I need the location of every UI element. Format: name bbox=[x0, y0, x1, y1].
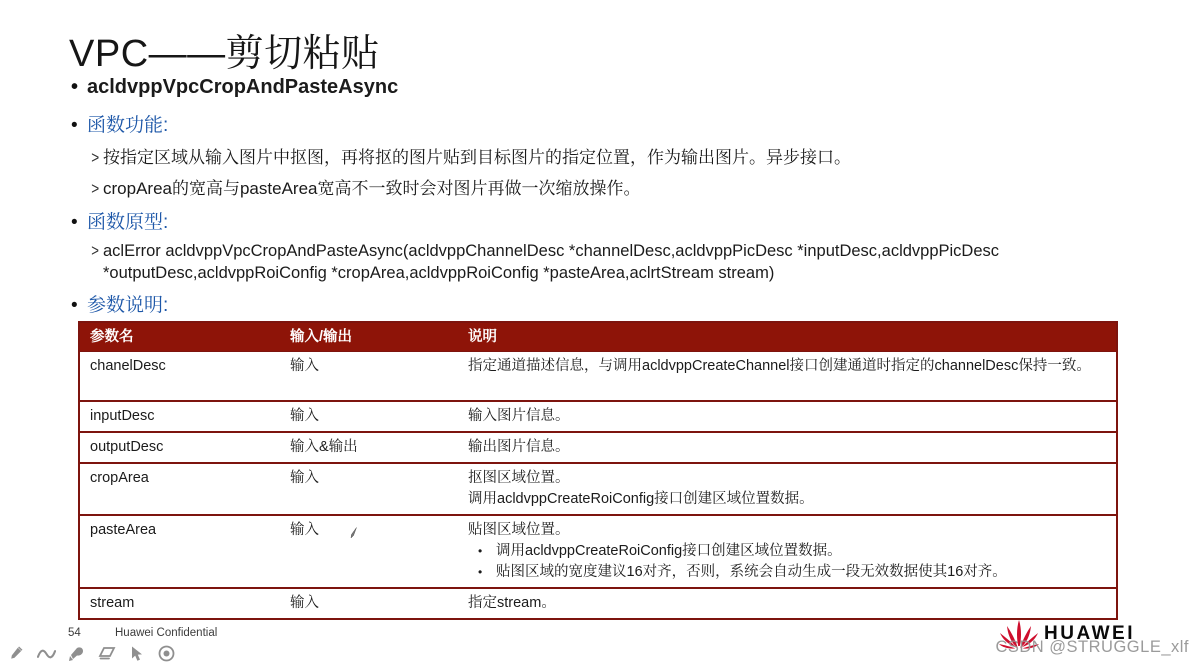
param-desc bbox=[458, 434, 1116, 462]
desc-bullet: • 调用acldvppCreateRoiConfig接口创建区域位置数据。 bbox=[468, 541, 1106, 562]
annotation-toolbar bbox=[7, 644, 176, 663]
param-desc bbox=[458, 517, 1116, 587]
param-name: inputDesc bbox=[90, 408, 155, 424]
func-item-1-text: 按指定区域从输入图片中抠图，再将抠的图片贴到目标图片的指定位置，作为输出图片。异步接口。 bbox=[103, 148, 851, 167]
param-name: cropArea bbox=[90, 470, 149, 486]
param-io: 输入&输出 bbox=[290, 439, 358, 455]
section-params-heading bbox=[71, 290, 168, 317]
param-name: pasteArea bbox=[90, 522, 157, 538]
param-desc bbox=[458, 590, 1116, 618]
col-header-desc: 说明 bbox=[468, 328, 497, 345]
table-row bbox=[80, 464, 1116, 516]
param-name: stream bbox=[90, 595, 135, 611]
api-name: acldvppVpcCropAndPasteAsync bbox=[87, 76, 399, 98]
curve-icon[interactable] bbox=[37, 644, 56, 663]
parameter-table bbox=[78, 321, 1118, 620]
table-row bbox=[80, 433, 1116, 464]
func-item-1 bbox=[90, 143, 851, 168]
param-io: 输入 bbox=[290, 358, 319, 374]
table-row bbox=[80, 352, 1116, 402]
prototype-line-1-text: aclError acldvppVpcCropAndPasteAsync(acldvppChannelDesc *channelDesc,acldvppPicDesc *inputDesc,acldvppPicDesc bbox=[103, 242, 1000, 260]
bullet-icon: • bbox=[71, 295, 78, 316]
param-name: outputDesc bbox=[90, 439, 164, 455]
record-icon[interactable] bbox=[157, 644, 176, 663]
table-row bbox=[80, 516, 1116, 589]
bullet-icon: • bbox=[71, 115, 78, 136]
prototype-line-1 bbox=[90, 240, 1120, 262]
api-name-line bbox=[71, 76, 398, 99]
prototype-line-2: *outputDesc,acldvppRoiConfig *cropArea,acldvppRoiConfig *pasteArea,aclrtStream stream) bbox=[103, 264, 775, 282]
table-header-row bbox=[80, 323, 1116, 352]
param-io: 输入 bbox=[290, 408, 319, 424]
chevron-right-icon: > bbox=[91, 179, 100, 198]
param-io: 输入 bbox=[290, 595, 319, 611]
section-proto-heading bbox=[71, 207, 168, 234]
desc-text: 指定stream。 bbox=[468, 595, 556, 611]
desc-text: 贴图区域位置。 bbox=[468, 522, 570, 538]
param-name: chanelDesc bbox=[90, 358, 166, 374]
proto-heading-text: 函数原型: bbox=[87, 212, 169, 233]
param-desc bbox=[458, 353, 1116, 400]
table-row bbox=[80, 402, 1116, 433]
desc-bullet: • 贴图区域的宽度建议16对齐，否则，系统会自动生成一段无效数据使其16对齐。 bbox=[468, 562, 1106, 583]
pencil-icon[interactable] bbox=[7, 644, 26, 663]
chevron-right-icon: > bbox=[91, 148, 100, 167]
chevron-right-icon: > bbox=[91, 242, 100, 260]
desc-text: 抠图区域位置。 bbox=[468, 470, 570, 486]
bullet-icon: • bbox=[71, 76, 79, 98]
desc-text: 输入图片信息。 bbox=[468, 408, 570, 424]
col-header-io: 输入/输出 bbox=[290, 328, 353, 345]
params-heading-text: 参数说明: bbox=[87, 295, 169, 316]
col-header-param: 参数名 bbox=[90, 328, 134, 345]
marker-icon[interactable] bbox=[67, 644, 86, 663]
huawei-wordmark: HUAWEI bbox=[1044, 623, 1135, 644]
desc-text: 指定通道描述信息，与调用acldvppCreateChannel接口创建通道时指定的channelDesc保持一致。 bbox=[468, 358, 1091, 374]
confidential-label: Huawei Confidential bbox=[115, 627, 218, 639]
page-number: 54 bbox=[68, 627, 81, 639]
param-io: 输入 bbox=[290, 522, 319, 538]
desc-bullet-list bbox=[468, 541, 1106, 583]
desc-text: 输出图片信息。 bbox=[468, 439, 570, 455]
table-row bbox=[80, 589, 1116, 618]
param-io: 输入 bbox=[290, 470, 319, 486]
bullet-icon: • bbox=[71, 212, 78, 233]
param-desc bbox=[458, 465, 1116, 514]
param-desc bbox=[458, 403, 1116, 431]
csdn-watermark: CSDN @STRUGGLE_xlf bbox=[995, 638, 1189, 656]
section-func-heading bbox=[71, 110, 168, 137]
page-title: VPC——剪切粘贴 bbox=[69, 33, 380, 75]
function-prototype bbox=[90, 240, 1120, 284]
cursor-icon[interactable] bbox=[127, 644, 146, 663]
mouse-cursor-icon bbox=[349, 526, 358, 544]
eraser-icon[interactable] bbox=[97, 644, 116, 663]
desc-text: 调用acldvppCreateRoiConfig接口创建区域位置数据。 bbox=[468, 491, 814, 507]
func-item-2 bbox=[90, 174, 640, 199]
func-item-2-text: cropArea的宽高与pasteArea宽高不一致时会对图片再做一次缩放操作。 bbox=[103, 179, 641, 198]
func-heading-text: 函数功能: bbox=[87, 115, 169, 136]
